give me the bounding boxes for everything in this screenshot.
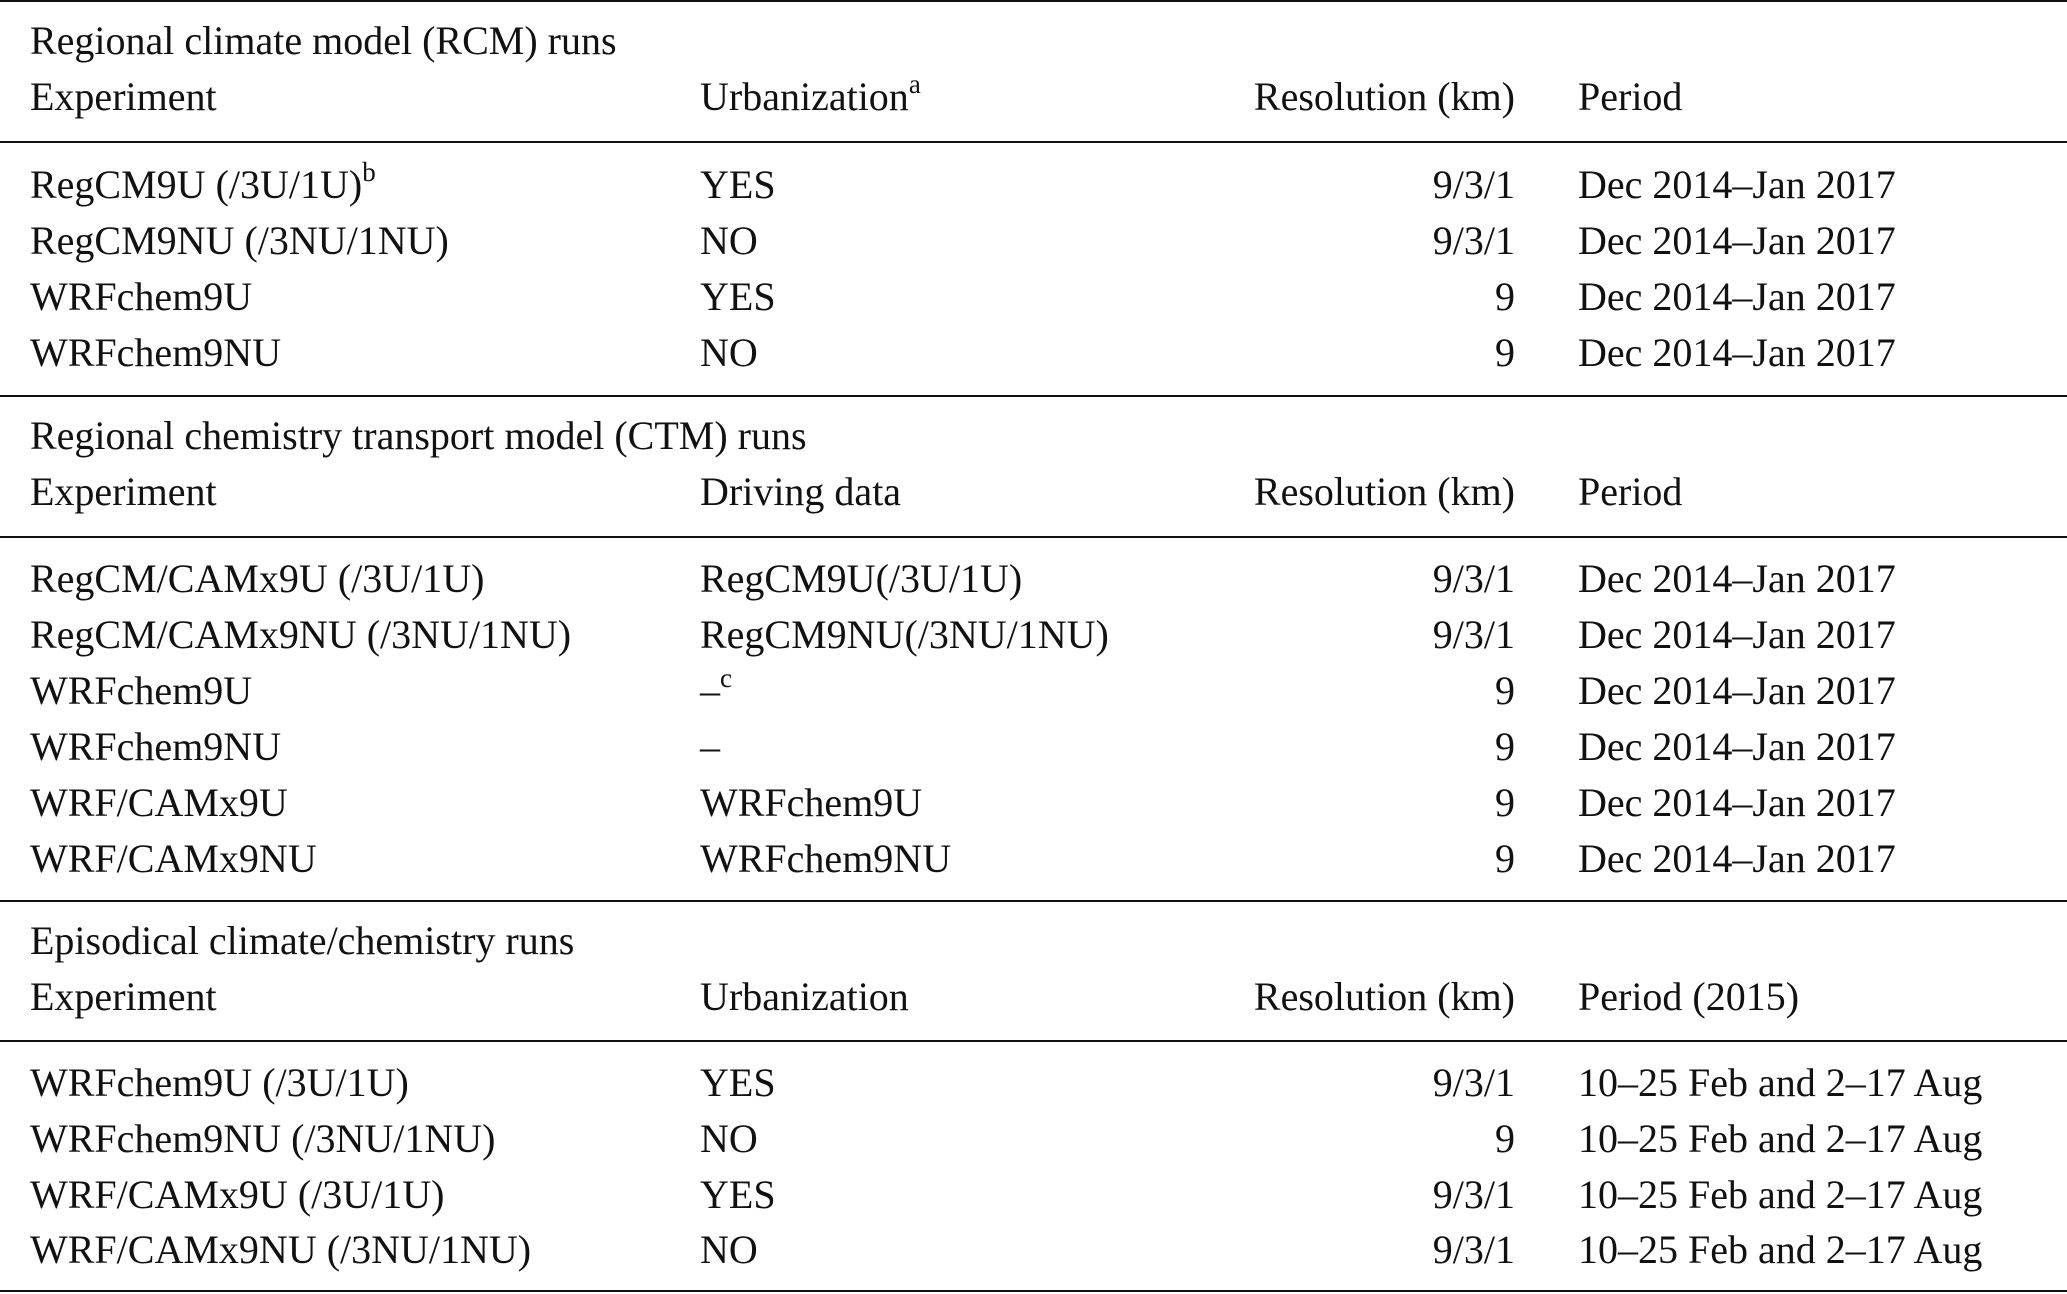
header-period: Period (2015) xyxy=(1578,974,1800,1019)
header-experiment: Experiment xyxy=(30,469,217,514)
footnote-marker-c: c xyxy=(720,662,732,693)
table-row xyxy=(0,607,2067,663)
cell-driving-data: WRFchem9U xyxy=(700,780,923,825)
cell-experiment: WRFchem9U xyxy=(30,274,253,319)
section-rule-ctm xyxy=(0,536,2067,538)
header-row-rcm xyxy=(0,69,2067,125)
cell-urbanization: YES xyxy=(700,274,776,319)
cell-period: Dec 2014–Jan 2017 xyxy=(1578,836,1896,881)
cell-experiment: RegCM9NU (/3NU/1NU) xyxy=(30,218,449,263)
table-bottom-rule xyxy=(0,1290,2067,1292)
section-divider-2 xyxy=(0,900,2067,902)
header-row-ctm xyxy=(0,464,2067,520)
cell-period: Dec 2014–Jan 2017 xyxy=(1578,274,1896,319)
cell-resolution: 9 xyxy=(1495,668,1515,713)
cell-experiment: WRF/CAMx9NU xyxy=(30,836,317,881)
cell-resolution: 9 xyxy=(1495,274,1515,319)
header-driving-data: Driving data xyxy=(700,469,902,514)
cell-period: Dec 2014–Jan 2017 xyxy=(1578,556,1896,601)
cell-urbanization: NO xyxy=(700,330,758,375)
section-title-episodical: Episodical climate/chemistry runs xyxy=(30,918,575,963)
table-row xyxy=(0,1055,2067,1111)
cell-urbanization: NO xyxy=(700,218,758,263)
section-rule-episodical xyxy=(0,1040,2067,1042)
header-resolution: Resolution (km) xyxy=(1253,74,1515,119)
cell-period: 10–25 Feb and 2–17 Aug xyxy=(1578,1172,1983,1217)
section-divider-1 xyxy=(0,395,2067,397)
cell-experiment: WRFchem9U (/3U/1U) xyxy=(30,1060,409,1105)
cell-urbanization: YES xyxy=(700,162,776,207)
table-row xyxy=(0,1222,2067,1278)
header-experiment: Experiment xyxy=(30,974,217,1019)
cell-experiment: RegCM/CAMx9NU (/3NU/1NU) xyxy=(30,612,572,657)
driving-data-dash: – xyxy=(700,668,720,713)
cell-experiment: WRFchem9U xyxy=(30,668,253,713)
header-experiment: Experiment xyxy=(30,74,217,119)
cell-driving-data: RegCM9U(/3U/1U) xyxy=(700,556,1023,601)
table-row xyxy=(0,269,2067,325)
cell-driving-data: RegCM9NU(/3NU/1NU) xyxy=(700,612,1109,657)
experiment-name: RegCM9U (/3U/1U) xyxy=(30,162,363,207)
cell-driving-data: – xyxy=(700,724,720,769)
table-row xyxy=(0,831,2067,887)
table-top-rule xyxy=(0,0,2067,2)
cell-resolution: 9 xyxy=(1495,724,1515,769)
cell-resolution: 9/3/1 xyxy=(1432,556,1515,601)
cell-period: Dec 2014–Jan 2017 xyxy=(1578,612,1896,657)
table-row xyxy=(0,551,2067,607)
cell-driving-data: WRFchem9NU xyxy=(700,836,952,881)
table-row xyxy=(0,775,2067,831)
footnote-marker-a: a xyxy=(908,68,921,99)
cell-resolution: 9/3/1 xyxy=(1432,1060,1515,1105)
cell-period: 10–25 Feb and 2–17 Aug xyxy=(1578,1227,1983,1272)
cell-experiment xyxy=(30,157,376,213)
footnote-marker-b: b xyxy=(362,156,376,187)
section-title-ctm: Regional chemistry transport model (CTM) runs xyxy=(30,413,807,458)
cell-period: Dec 2014–Jan 2017 xyxy=(1578,218,1896,263)
cell-resolution: 9/3/1 xyxy=(1432,612,1515,657)
cell-driving-data xyxy=(700,663,732,719)
table-row xyxy=(0,663,2067,719)
section-title-rcm: Regional climate model (RCM) runs xyxy=(30,18,617,63)
cell-resolution: 9 xyxy=(1495,836,1515,881)
section-rule-rcm xyxy=(0,141,2067,143)
cell-period: Dec 2014–Jan 2017 xyxy=(1578,780,1896,825)
table-row xyxy=(0,157,2067,213)
cell-resolution: 9 xyxy=(1495,780,1515,825)
header-row-episodical xyxy=(0,969,2067,1025)
header-urbanization: Urbanization xyxy=(700,974,909,1019)
cell-experiment: WRF/CAMx9U xyxy=(30,780,288,825)
cell-period: Dec 2014–Jan 2017 xyxy=(1578,724,1896,769)
cell-urbanization: YES xyxy=(700,1172,776,1217)
cell-period: 10–25 Feb and 2–17 Aug xyxy=(1578,1060,1983,1105)
cell-resolution: 9 xyxy=(1495,1116,1515,1161)
cell-period: 10–25 Feb and 2–17 Aug xyxy=(1578,1116,1983,1161)
header-period: Period xyxy=(1578,469,1683,514)
cell-resolution: 9/3/1 xyxy=(1432,162,1515,207)
cell-period: Dec 2014–Jan 2017 xyxy=(1578,330,1896,375)
cell-period: Dec 2014–Jan 2017 xyxy=(1578,668,1896,713)
header-urbanization xyxy=(700,69,921,125)
cell-experiment: WRFchem9NU xyxy=(30,724,282,769)
cell-experiment: WRFchem9NU xyxy=(30,330,282,375)
header-period: Period xyxy=(1578,74,1683,119)
table-row xyxy=(0,1167,2067,1223)
table-row xyxy=(0,719,2067,775)
cell-resolution: 9/3/1 xyxy=(1432,218,1515,263)
cell-period: Dec 2014–Jan 2017 xyxy=(1578,162,1896,207)
cell-experiment: WRF/CAMx9U (/3U/1U) xyxy=(30,1172,445,1217)
table-row xyxy=(0,1111,2067,1167)
cell-experiment: WRFchem9NU (/3NU/1NU) xyxy=(30,1116,496,1161)
cell-urbanization: NO xyxy=(700,1116,758,1161)
header-resolution: Resolution (km) xyxy=(1253,469,1515,514)
header-resolution: Resolution (km) xyxy=(1253,974,1515,1019)
cell-resolution: 9 xyxy=(1495,330,1515,375)
cell-resolution: 9/3/1 xyxy=(1432,1227,1515,1272)
table-row xyxy=(0,325,2067,381)
cell-experiment: RegCM/CAMx9U (/3U/1U) xyxy=(30,556,485,601)
cell-urbanization: NO xyxy=(700,1227,758,1272)
table-row xyxy=(0,213,2067,269)
cell-resolution: 9/3/1 xyxy=(1432,1172,1515,1217)
cell-urbanization: YES xyxy=(700,1060,776,1105)
header-urbanization-label: Urbanization xyxy=(700,74,909,119)
cell-experiment: WRF/CAMx9NU (/3NU/1NU) xyxy=(30,1227,532,1272)
